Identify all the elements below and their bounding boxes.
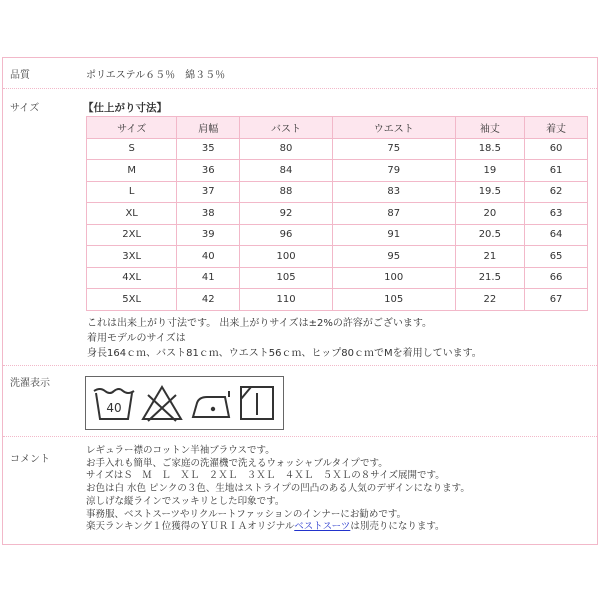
table-cell: 87 xyxy=(332,203,455,225)
care-label: 洗濯表示 xyxy=(10,378,50,389)
table-row xyxy=(87,138,588,160)
table-cell: 80 xyxy=(240,138,333,160)
care-symbols xyxy=(85,376,284,430)
iron-low-icon xyxy=(189,383,233,423)
table-cell: 21.5 xyxy=(455,267,525,289)
table-cell: 36 xyxy=(177,160,240,182)
table-cell: 19 xyxy=(455,160,525,182)
table-cell: 35 xyxy=(177,138,240,160)
size-note: これは出来上がり寸法です。 出来上がりサイズは±2%の許容がございます。 xyxy=(87,318,433,329)
table-cell: 79 xyxy=(332,160,455,182)
table-cell: 63 xyxy=(525,203,588,225)
table-cell: 95 xyxy=(332,246,455,268)
comment-line: 涼しげな縦ラインでスッキリとした印象です。 xyxy=(86,495,285,507)
size-table-header-cell: 袖丈 xyxy=(455,117,525,139)
size-notes xyxy=(87,316,482,361)
divider xyxy=(3,365,597,366)
table-cell: 40 xyxy=(177,246,240,268)
comment-line-last xyxy=(86,521,470,534)
comment-line: お色は白 水色 ピンクの３色、生地はストライプの凹凸のある人気のデザインになります。 xyxy=(86,483,470,495)
table-cell: S xyxy=(87,138,177,160)
table-cell: 41 xyxy=(177,267,240,289)
table-cell: 61 xyxy=(525,160,588,182)
table-row xyxy=(87,267,588,289)
table-row xyxy=(87,289,588,311)
table-cell: 96 xyxy=(240,224,333,246)
table-row xyxy=(87,203,588,225)
size-table xyxy=(86,116,588,311)
comment-line: 事務服、ベストスーツやリクルートファッションのインナーにお勧めです。 xyxy=(86,508,407,520)
comment-text-span: 楽天ランキング１位獲得のＹＵＲＩＡオリジナル xyxy=(86,521,295,533)
divider xyxy=(3,436,597,437)
divider xyxy=(3,88,597,89)
table-cell: 67 xyxy=(525,289,588,311)
table-cell: L xyxy=(87,181,177,203)
table-cell: M xyxy=(87,160,177,182)
table-cell: 105 xyxy=(332,289,455,311)
table-cell: 100 xyxy=(240,246,333,268)
table-cell: 75 xyxy=(332,138,455,160)
comment-line: サイズはＳ Ｍ Ｌ ＸＬ ２ＸＬ ３ＸＬ ４ＸＬ ５ＸＬの８サイズ展開です。 xyxy=(86,470,445,482)
table-cell: 83 xyxy=(332,181,455,203)
table-cell: 66 xyxy=(525,267,588,289)
size-table-header-cell: ウエスト xyxy=(332,117,455,139)
table-cell: 91 xyxy=(332,224,455,246)
table-cell: 4XL xyxy=(87,267,177,289)
table-cell: 84 xyxy=(240,160,333,182)
size-section-title: 【仕上がり寸法】 xyxy=(83,102,167,114)
table-cell: 60 xyxy=(525,138,588,160)
size-table-header xyxy=(87,117,588,139)
table-cell: 18.5 xyxy=(455,138,525,160)
table-cell: 110 xyxy=(240,289,333,311)
comment-text-span: は別売りになります。 xyxy=(350,521,445,533)
size-table-header-cell: バスト xyxy=(240,117,333,139)
table-cell: 38 xyxy=(177,203,240,225)
table-row xyxy=(87,181,588,203)
size-note: 身長164ｃｍ、バスト81ｃｍ、ウエスト56ｃｍ、ヒップ80ｃｍでMを着用しています。 xyxy=(87,348,482,359)
table-cell: 92 xyxy=(240,203,333,225)
comment-line: お手入れも簡単、ご家庭の洗濯機で洗えるウォッシャブルタイプです。 xyxy=(86,457,388,469)
table-cell: 3XL xyxy=(87,246,177,268)
material-value: ポリエステル６５％ 綿３５％ xyxy=(86,70,226,81)
comment-text xyxy=(86,445,470,534)
wash-40-icon xyxy=(92,383,136,423)
table-row xyxy=(87,246,588,268)
table-cell: 21 xyxy=(455,246,525,268)
table-cell: 20.5 xyxy=(455,224,525,246)
no-bleach-icon xyxy=(140,383,184,423)
table-cell: XL xyxy=(87,203,177,225)
table-cell: 62 xyxy=(525,181,588,203)
table-cell: 37 xyxy=(177,181,240,203)
size-note: 着用モデルのサイズは xyxy=(87,333,186,344)
size-table-header-cell: サイズ xyxy=(87,117,177,139)
table-cell: 42 xyxy=(177,289,240,311)
table-cell: 65 xyxy=(525,246,588,268)
table-cell: 64 xyxy=(525,224,588,246)
table-cell: 22 xyxy=(455,289,525,311)
material-label: 品質 xyxy=(10,70,30,81)
table-cell: 100 xyxy=(332,267,455,289)
hang-dry-icon xyxy=(237,383,277,423)
table-row xyxy=(87,160,588,182)
size-table-header-cell: 肩幅 xyxy=(177,117,240,139)
size-label: サイズ xyxy=(10,103,40,114)
table-cell: 20 xyxy=(455,203,525,225)
wash-temp: 40 xyxy=(106,401,122,415)
table-cell: 39 xyxy=(177,224,240,246)
best-suit-link[interactable]: ベストスーツ xyxy=(294,521,351,533)
table-cell: 105 xyxy=(240,267,333,289)
table-row xyxy=(87,224,588,246)
table-cell: 19.5 xyxy=(455,181,525,203)
comment-line: レギュラー襟のコットン半袖ブラウスです。 xyxy=(86,445,275,456)
comment-label: コメント xyxy=(10,454,50,465)
size-table-header-cell: 着丈 xyxy=(525,117,588,139)
table-cell: 2XL xyxy=(87,224,177,246)
table-cell: 88 xyxy=(240,181,333,203)
table-cell: 5XL xyxy=(87,289,177,311)
